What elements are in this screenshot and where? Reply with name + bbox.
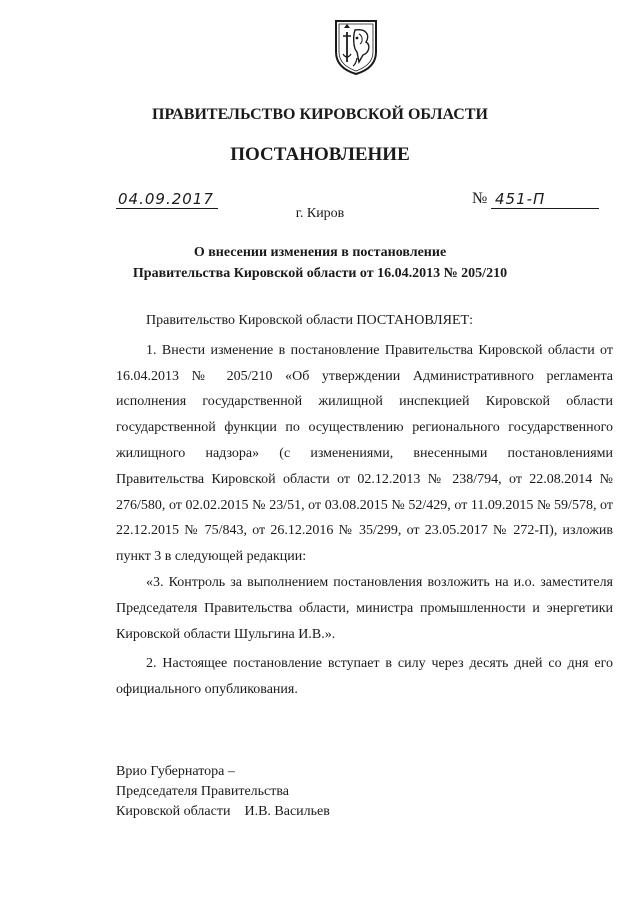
document-subject — [0, 242, 640, 284]
signature-title-3-row — [116, 802, 330, 822]
body-intro: Правительство Кировской области ПОСТАНОВЛЯЕТ: — [146, 313, 473, 328]
document-body — [116, 308, 613, 703]
document-number-label: № — [472, 190, 488, 207]
government-title: ПРАВИТЕЛЬСТВО КИРОВСКОЙ ОБЛАСТИ — [152, 106, 488, 123]
document-number: 451-П — [491, 190, 599, 209]
subject-line-1: О внесении изменения в постановление — [193, 245, 447, 260]
body-paragraph-2: «3. Контроль за выполнением постановления возложить на и.о. заместителя Председателя Правительства области, министра промышленности и энергетики Кировской области Шульгина И.В.». — [116, 574, 613, 642]
body-paragraph-3: 2. Настоящее постановление вступает в силу через десять дней со дня его официального опубликования. — [116, 656, 613, 698]
signature-title-2: Председателя Правительства — [116, 784, 290, 799]
signature-title-3: Кировской области — [116, 804, 231, 819]
document-date: 04.09.2017 — [116, 190, 218, 209]
signature-title-1: Врио Губернатора – — [116, 764, 235, 779]
subject-line-2: Правительства Кировской области от 16.04.2013 № 205/210 — [132, 266, 508, 281]
signatory-name: И.В. Васильев — [244, 804, 330, 819]
city-name: г. Киров — [295, 206, 345, 221]
signature-block — [116, 762, 330, 822]
document-type-title: ПОСТАНОВЛЕНИЕ — [230, 144, 410, 165]
body-paragraph-1: 1. Внести изменение в постановление Правительства Кировской области от 16.04.2013 № 205/210 «Об утверждении Административного регламента исполнения государственной жилищной инспекцией Кировской области государственной функции по осуществлению регионального государственного жилищного надзора» (с изменениями, внесенными постановлениями Правительства Кировской области от 02.12.2013 № 238/794, от 22.08.2014 № 276/580, от 02.02.2015 № 23/51, от 03.08.2015 № 52/429, от 11.09.2015 № 59/578, от 22.12.2015 № 75/843, от 26.12.2016 № 35/299, от 23.05.2017 № 272-П), изложив пункт 3 в следующей редакции: — [116, 342, 613, 565]
coat-of-arms-emblem — [333, 18, 379, 76]
